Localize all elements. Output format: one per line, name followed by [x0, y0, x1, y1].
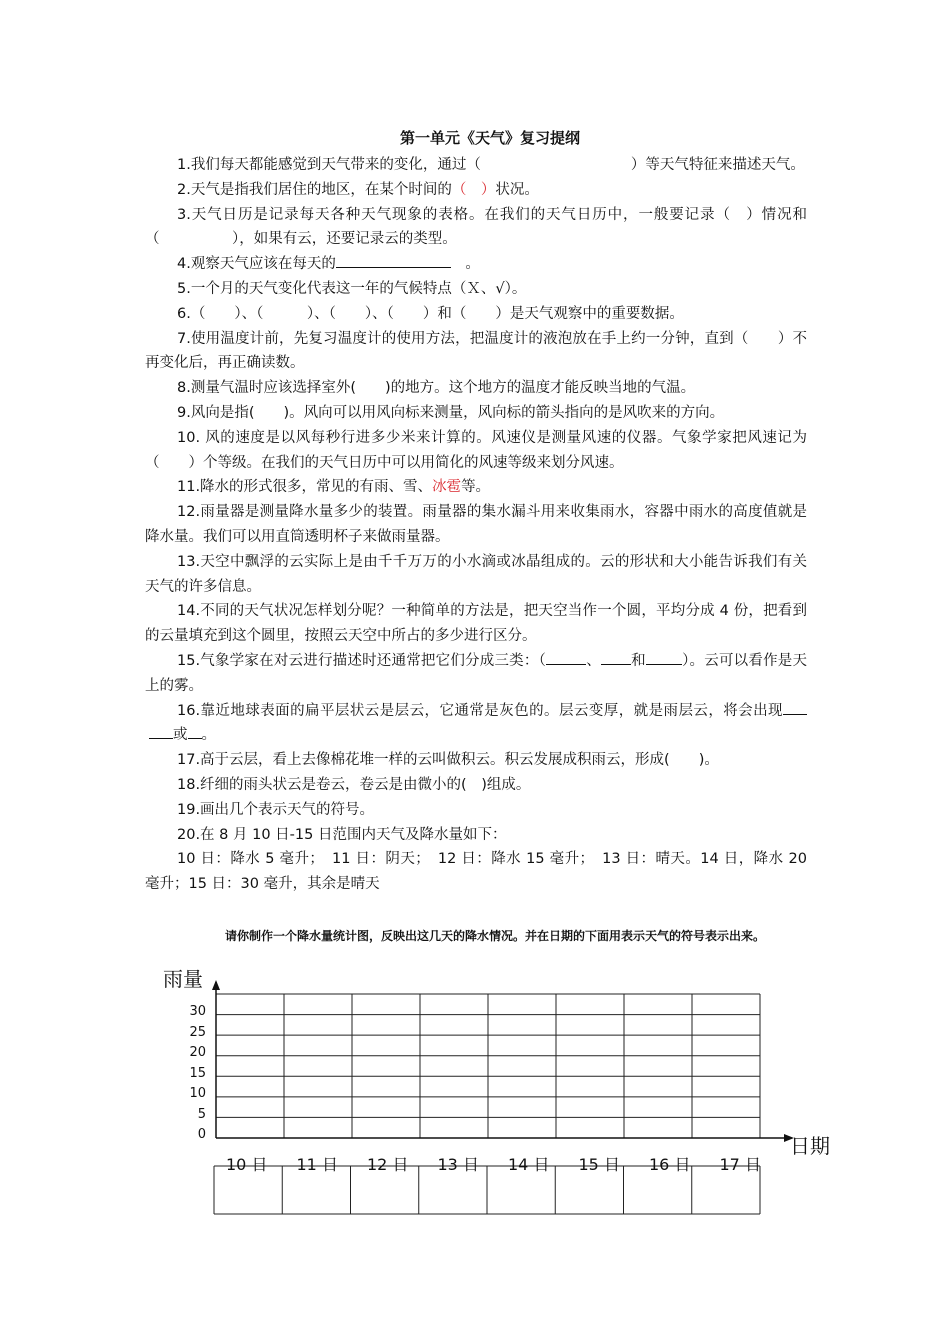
item-9: 9.风向是指( )。风向可以用风向标来测量，风向标的箭头指向的是风吹来的方向。	[177, 404, 725, 421]
y-tick-label: 10	[189, 1086, 206, 1101]
item-2: 2.天气是指我们居住的地区，在某个时间的（ ）状况。	[177, 181, 539, 198]
x-axis-label: 日期	[790, 1134, 830, 1158]
y-tick-label: 25	[189, 1025, 206, 1040]
item-4: 4.观察天气应该在每天的 。	[145, 252, 807, 277]
item-20: 20.在 8 月 10 日-15 日范围内天气及降水量如下：	[177, 826, 507, 843]
date-label: 12 日	[367, 1155, 409, 1174]
item-6: 6.（ ）、（ ）、（ ）、（ ）和（ ）是天气观察中的重要数据。	[177, 305, 684, 322]
item-12: 12.雨量器是测量降水量多少的装置。雨量器的集水漏斗用来收集雨水，容器中雨水的高度值就是降水量。我们可以用直筒透明杯子来做雨量器。	[145, 504, 807, 545]
item-16: 16.靠近地球表面的扁平层状云是层云，它通常是灰色的。层云变厚，就是雨层云，将会出现或 。	[145, 699, 807, 749]
item-10: 10. 风的速度是以风每秒行进多少米来计算的。风速仪是测量风速的仪器。气象学家把风速记为（ ）个等级。在我们的天气日历中可以用简化的风速等级来划分风速。	[145, 429, 807, 471]
red-highlight: 冰雹	[432, 479, 462, 496]
item-17: 17.高于云层，看上去像棉花堆一样的云叫做积云。积云发展成积雨云，形成( )。	[177, 752, 719, 769]
date-label: 17 日	[719, 1155, 761, 1174]
item-1: 1.我们每天都能感觉到天气带来的变化，通过（ ）等天气特征来描述天气。	[177, 157, 805, 173]
item-7: 7.使用温度计前，先复习温度计的使用方法，把温度计的液泡放在手上约一分钟，直到（ ）不再变化后，再正确读数。	[145, 330, 807, 372]
item-20-data: 10 日：降水 5 毫升； 11 日：阴天； 12 日：降水 15 毫升； 13 日：晴天。14 日，降水 20 毫升；15 日：30 毫升，其余是晴天	[145, 851, 807, 893]
y-tick-label: 0	[197, 1127, 206, 1142]
y-tick-label: 30	[189, 1004, 206, 1019]
item-18: 18.纤细的雨头状云是卷云，卷云是由微小的( )组成。	[177, 776, 531, 793]
red-blank: （ ）	[451, 181, 496, 198]
item-3: 3.天气日历是记录每天各种天气现象的表格。在我们的天气日历中，一般要记录（ ）情况和（ ），如果有云，还要记录云的类型。	[145, 206, 807, 248]
item-15: 15.气象学家在对云进行描述时还通常把它们分成三类：（ 、 和 ）。云可以看作是天上的雾。	[145, 649, 807, 699]
item-11: 11.降水的形式很多，常见的有雨、雪、冰雹等。	[177, 479, 491, 496]
item-14: 14.不同的天气状况怎样划分呢？一种简单的方法是，把天空当作一个圆，平均分成 4 份，把看到的云量填充到这个圆里，按照云天空中所占的多少进行区分。	[145, 603, 807, 645]
item-8: 8.测量气温时应该选择室外( )的地方。这个地方的温度才能反映当地的气温。	[177, 380, 696, 397]
y-axis-label: 雨量	[163, 967, 203, 991]
date-label: 11 日	[296, 1155, 338, 1174]
date-label: 14 日	[508, 1155, 550, 1174]
page-title: 第一单元《天气》复习提纲	[399, 129, 580, 147]
date-label: 13 日	[437, 1155, 479, 1174]
chart-gridlines	[216, 994, 760, 1138]
date-label: 10 日	[226, 1155, 268, 1174]
item-19: 19.画出几个表示天气的符号。	[177, 801, 375, 818]
y-tick-label: 20	[189, 1045, 206, 1060]
y-tick-label: 15	[189, 1066, 206, 1081]
date-label: 16 日	[649, 1155, 691, 1174]
date-label: 15 日	[578, 1155, 620, 1174]
item-13: 13.天空中飘浮的云实际上是由千千万万的小水滴或冰晶组成的。云的形状和大小能告诉我们有关天气的许多信息。	[145, 553, 807, 595]
chart-instruction: 请你制作一个降水量统计图，反映出这几天的降水情况。并在日期的下面用表示天气的符号表示出来。	[224, 929, 765, 943]
y-tick-label: 5	[197, 1107, 206, 1122]
item-5: 5.一个月的天气变化代表这一年的气候特点（Ｘ、√）。	[177, 280, 527, 297]
